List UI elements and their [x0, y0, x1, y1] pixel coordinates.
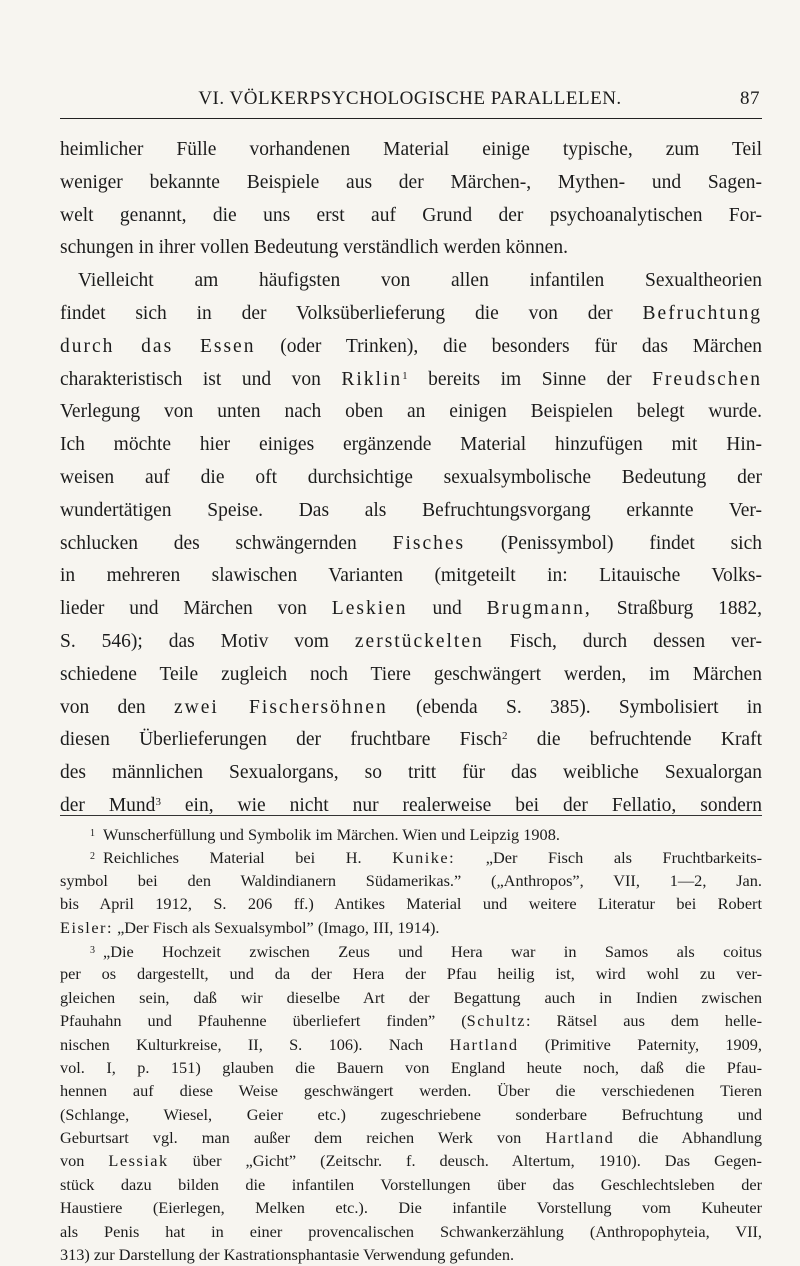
footnote-ref: 3 — [155, 795, 161, 808]
footnote-line — [60, 822, 762, 845]
footnote-rule — [60, 815, 762, 816]
text-line: schungen in ihrer vollen Bedeutung verständlich werden können. — [60, 237, 568, 259]
header-title: VI. VÖLKERPSYCHOLOGISCHE PARALLELEN. — [198, 88, 622, 109]
text-line: weisen auf die oft durchsichtige sexualsymbolische Bedeutung der — [60, 466, 762, 488]
emphasis-span: durch das Essen — [60, 335, 256, 357]
author-name: Schultz — [466, 1011, 526, 1031]
text-line: heimlicher Fülle vorhandenen Material einige typische, zum Teil — [60, 139, 762, 160]
text-line: wundertätigen Speise. Das als Befruchtungsvorgang erkannte Ver- — [60, 499, 762, 521]
text-line: des männlichen Sexualorgans, so tritt für das weibliche Sexualorgan — [60, 762, 762, 784]
text-span: charakteristisch ist und von — [60, 368, 321, 390]
text-line: in mehreren slawischen Varianten (mitgeteilt in: Litauische Volks- — [60, 565, 762, 587]
text-line — [60, 790, 762, 823]
text-span: Reichliches Material bei H. — [103, 848, 362, 868]
text-span: Straßburg 1882, — [616, 598, 762, 620]
footnote-line: symbol bei den Waldindianern Südamerikas.” („Anthropos”, VII, 1—2, Jan. — [60, 870, 762, 890]
footnote-line: stück dazu bilden die infantilen Vorstellungen über das Geschlechtsleben der — [60, 1174, 762, 1194]
text-line — [60, 364, 762, 397]
text-span: über „Gicht” (Zeitschr. f. deusch. Altertum, 1910). Das Gegen- — [192, 1151, 762, 1171]
text-span: (Penissymbol) findet sich — [500, 532, 762, 554]
text-span: die befruchtende Kraft — [536, 729, 762, 751]
footnotes — [60, 822, 762, 1266]
text-line: Vielleicht am häufigsten von allen infantilen Sexualtheorien — [78, 270, 762, 292]
text-line — [60, 528, 762, 561]
text-span: von den — [60, 696, 146, 718]
emphasis-span: zerstückelten — [354, 630, 484, 652]
author-name: Riklin — [341, 368, 403, 390]
footnote-line: Haustiere (Eierlegen, Melken etc.). Die infantile Vorstellung vom Kuheuter — [60, 1198, 762, 1218]
footnote-line: vol. I, p. 151) glauben die Bauern von England heute noch, daß die Pfau- — [60, 1057, 762, 1077]
author-name: Hartland — [545, 1128, 615, 1148]
text-line: Verlegung von unten nach oben an einigen Beispielen belegt wurde. — [60, 401, 762, 423]
footnote-line — [60, 1126, 762, 1149]
text-span: findet sich in der Volksüberlieferung die von der — [60, 302, 613, 324]
text-span: S. 546); das Motiv vom — [60, 630, 329, 652]
text-span: Fisch, durch dessen ver- — [509, 630, 762, 652]
text-span: schlucken des schwängernden — [60, 532, 357, 554]
text-line: Ich möchte hier einiges ergänzende Material hinzufügen mit Hin- — [60, 434, 762, 456]
emphasis-span: Fisches — [392, 532, 466, 554]
text-line: welt genannt, die uns erst auf Grund der psychoanalytischen For- — [60, 204, 762, 226]
footnote-line: gleichen sein, daß wir dieselbe Art der Begattung auch in Indien zwischen — [60, 987, 762, 1007]
text-span: von — [60, 1151, 85, 1171]
footnote-number: 3 — [90, 944, 95, 956]
text-span: „Die Hochzeit zwischen Zeus und Hera war in Samos als coitus — [103, 941, 762, 961]
author-name: Hartland — [449, 1034, 519, 1054]
text-span: „Der Fisch als Sexualsymbol” (Imago, III, 1914). — [117, 917, 440, 937]
footnote-ref: 1 — [402, 369, 408, 382]
main-text — [60, 134, 762, 823]
author-name: Leskien — [331, 598, 408, 620]
text-span: bereits im Sinne der — [428, 368, 632, 390]
text-span: lieder und Märchen von — [60, 598, 307, 620]
text-span: (oder Trinken), die besonders für das Märchen — [280, 335, 762, 357]
author-name: Freudschen — [652, 368, 762, 390]
text-span: ein, wie nicht nur realerweise bei der Fellatio, sondern — [184, 794, 762, 816]
text-line — [60, 692, 762, 725]
footnote-line — [60, 939, 762, 962]
footnote-line — [60, 845, 762, 868]
footnote-line — [60, 1149, 762, 1172]
page-number: 87 — [740, 88, 760, 109]
footnote-line: (Schlange, Wiesel, Geier etc.) zugeschriebene sonderbare Befruchtung und — [60, 1104, 762, 1124]
text-line — [60, 298, 762, 331]
text-span: und — [432, 598, 462, 620]
footnote-line — [60, 1033, 762, 1056]
header-rule — [60, 118, 762, 119]
author-name: Kunike: — [392, 848, 456, 868]
footnote-line: bis April 1912, S. 206 ff.) Antikes Material und weitere Literatur bei Robert — [60, 894, 762, 914]
text-span: (Primitive Paternity, 1909, — [544, 1034, 762, 1054]
text-span: „Der Fisch als Fruchtbarkeits- — [485, 848, 762, 868]
footnote-ref: 2 — [501, 730, 508, 743]
footnote-line: als Penis hat in einer provencalischen Schwankerzählung (Anthropophyteia, VII, — [60, 1221, 762, 1241]
text-span: nischen Kulturkreise, II, S. 106). Nach — [60, 1034, 424, 1054]
footnote-line: per os dargestellt, und da der Hera der Pfau heilig ist, wird wohl zu ver- — [60, 964, 762, 984]
footnote-line: 313) zur Darstellung der Kastrationsphantasie Verwendung gefunden. — [60, 1245, 515, 1265]
text-span: diesen Überlieferungen der fruchtbare Fisch — [60, 729, 502, 751]
author-name: Eisler: — [60, 917, 113, 937]
emphasis-span: zwei Fischersöhnen — [173, 696, 388, 718]
emphasis-span: Befruchtung — [642, 302, 762, 324]
text-line: weniger bekannte Beispiele aus der Märchen-, Mythen- und Sagen- — [60, 171, 762, 193]
footnote-number: 1 — [90, 828, 95, 839]
text-span: Pfauhahn und Pfauhenne überliefert finden” ( — [60, 1011, 467, 1031]
text-line — [60, 626, 762, 659]
footnote-number: 2 — [90, 851, 95, 863]
footnote-line — [60, 1009, 762, 1032]
text-line — [60, 724, 762, 757]
text-span: der Mund — [60, 794, 156, 816]
text-span: (ebenda S. 385). Symbolisiert in — [416, 696, 762, 718]
text-line — [60, 593, 762, 626]
author-name: Lessiak — [108, 1151, 169, 1171]
text-span: Geburtsart vgl. man außer dem reichen Werk von — [60, 1128, 522, 1148]
text-line: schiedene Teile zugleich noch Tiere geschwängert werden, im Märchen — [60, 663, 762, 685]
text-line — [60, 331, 762, 364]
text-span: Wunscherfüllung und Symbolik im Märchen. Wien und Leipzig 1908. — [103, 825, 560, 844]
footnote-line — [60, 916, 762, 939]
footnote-line: hennen auf diese Weise geschwängert werden. Über die verschiedenen Tieren — [60, 1081, 762, 1101]
text-span: : Rätsel aus dem helle- — [526, 1011, 762, 1031]
text-span: die Abhandlung — [638, 1128, 762, 1148]
running-header — [60, 88, 760, 114]
author-name: Brugmann, — [486, 598, 592, 620]
